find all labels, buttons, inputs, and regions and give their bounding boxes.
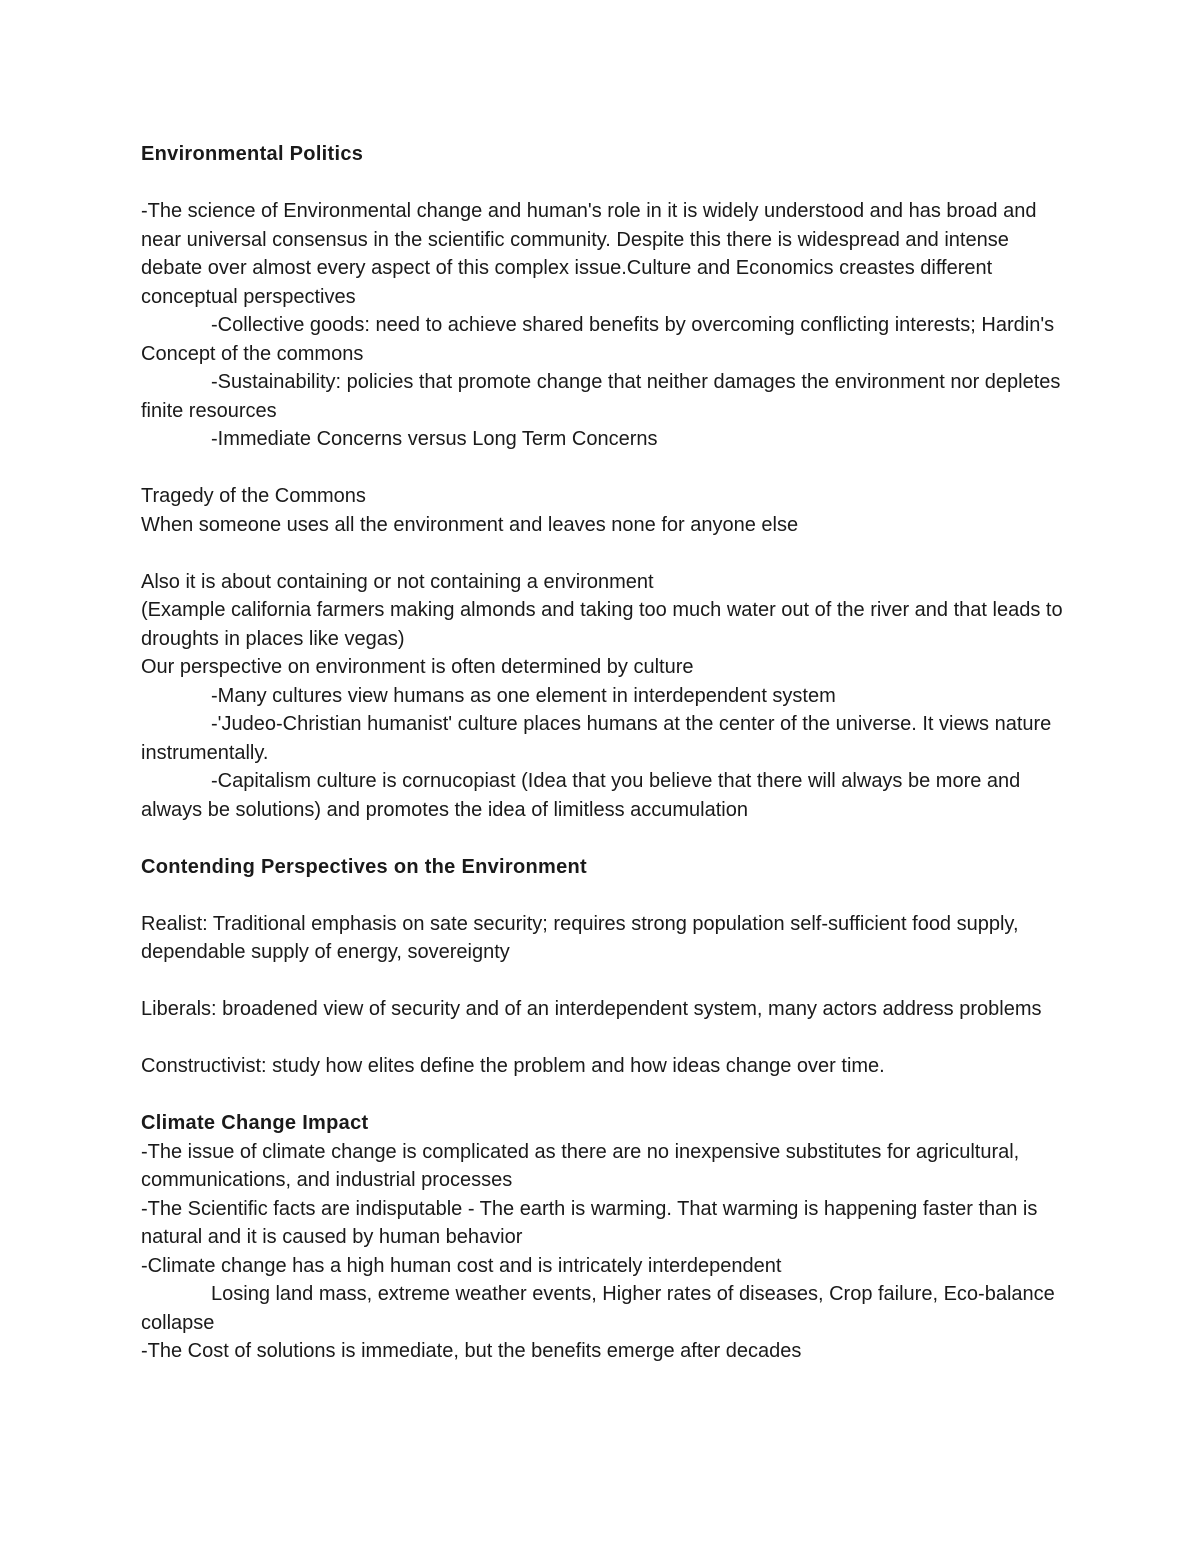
liberals-paragraph: Liberals: broadened view of security and of an interdependent system, many actors address problems bbox=[141, 998, 1042, 1020]
tragedy-title: Tragedy of the Commons bbox=[141, 485, 366, 507]
blank-line bbox=[141, 881, 1071, 910]
culture-bullet-capitalism: -Capitalism culture is cornucopiast (Idea that you believe that there will always be more and always be solutions) and promotes the idea of limitless accumulation bbox=[141, 770, 1021, 821]
document-page bbox=[141, 140, 1071, 1366]
blank-line bbox=[141, 824, 1071, 853]
intro-paragraph: -The science of Environmental change and human's role in it is widely understood and has broad and near universal consensus in the scientific community. Despite this there is widespread and intense debate over almost every aspect of this complex issue.Culture and Economics creastes different conceptual perspectives bbox=[141, 200, 1037, 308]
section-heading-contending-perspectives: Contending Perspectives on the Environment bbox=[141, 855, 587, 878]
culture-bullet-judeo-christian: -'Judeo-Christian humanist' culture places humans at the center of the universe. It views nature instrumentally. bbox=[141, 713, 1052, 764]
bullet-sustainability: -Sustainability: policies that promote change that neither damages the environment nor depletes finite resources bbox=[141, 371, 1061, 422]
bullet-immediate-concerns: -Immediate Concerns versus Long Term Concerns bbox=[211, 428, 658, 450]
also-text: Also it is about containing or not containing a environment bbox=[141, 570, 654, 593]
blank-line bbox=[141, 539, 1071, 568]
perspective-text: Our perspective on environment is often determined by culture bbox=[141, 656, 694, 678]
climate-impacts-list: Losing land mass, extreme weather events, Higher rates of diseases, Crop failure, Eco-balance collapse bbox=[141, 1283, 1055, 1334]
blank-line bbox=[141, 169, 1071, 198]
climate-point-human-cost: -Climate change has a high human cost and is intricately interdependent bbox=[141, 1254, 782, 1277]
climate-point-scientific-facts: -The Scientific facts are indisputable - The earth is warming. That warming is happening faster than is natural and it is caused by human behavior bbox=[141, 1197, 1038, 1248]
example-text: (Example california farmers making almonds and taking too much water out of the river and that leads to droughts in places like vegas) bbox=[141, 599, 1063, 650]
bullet-collective-goods: -Collective goods: need to achieve shared benefits by overcoming conflicting interests; Hardin's Concept of the commons bbox=[141, 314, 1055, 365]
realist-paragraph: Realist: Traditional emphasis on sate security; requires strong population self-sufficient food supply, dependable supply of energy, sovereignty bbox=[141, 912, 1019, 963]
blank-line bbox=[141, 967, 1071, 996]
blank-line bbox=[141, 1081, 1071, 1110]
constructivist-paragraph: Constructivist: study how elites define the problem and how ideas change over time. bbox=[141, 1055, 885, 1077]
tragedy-text: When someone uses all the environment and leaves none for anyone else bbox=[141, 513, 799, 536]
section-heading-climate-change-impact: Climate Change Impact bbox=[141, 1112, 369, 1134]
blank-line bbox=[141, 454, 1071, 483]
climate-point-substitutes: -The issue of climate change is complicated as there are no inexpensive substitutes for agricultural, communications, and industrial processes bbox=[141, 1140, 1020, 1191]
climate-point-cost-of-solutions: -The Cost of solutions is immediate, but the benefits emerge after decades bbox=[141, 1340, 802, 1362]
section-heading-environmental-politics: Environmental Politics bbox=[141, 143, 364, 165]
culture-bullet-interdependent: -Many cultures view humans as one element in interdependent system bbox=[211, 684, 836, 707]
blank-line bbox=[141, 1024, 1071, 1053]
